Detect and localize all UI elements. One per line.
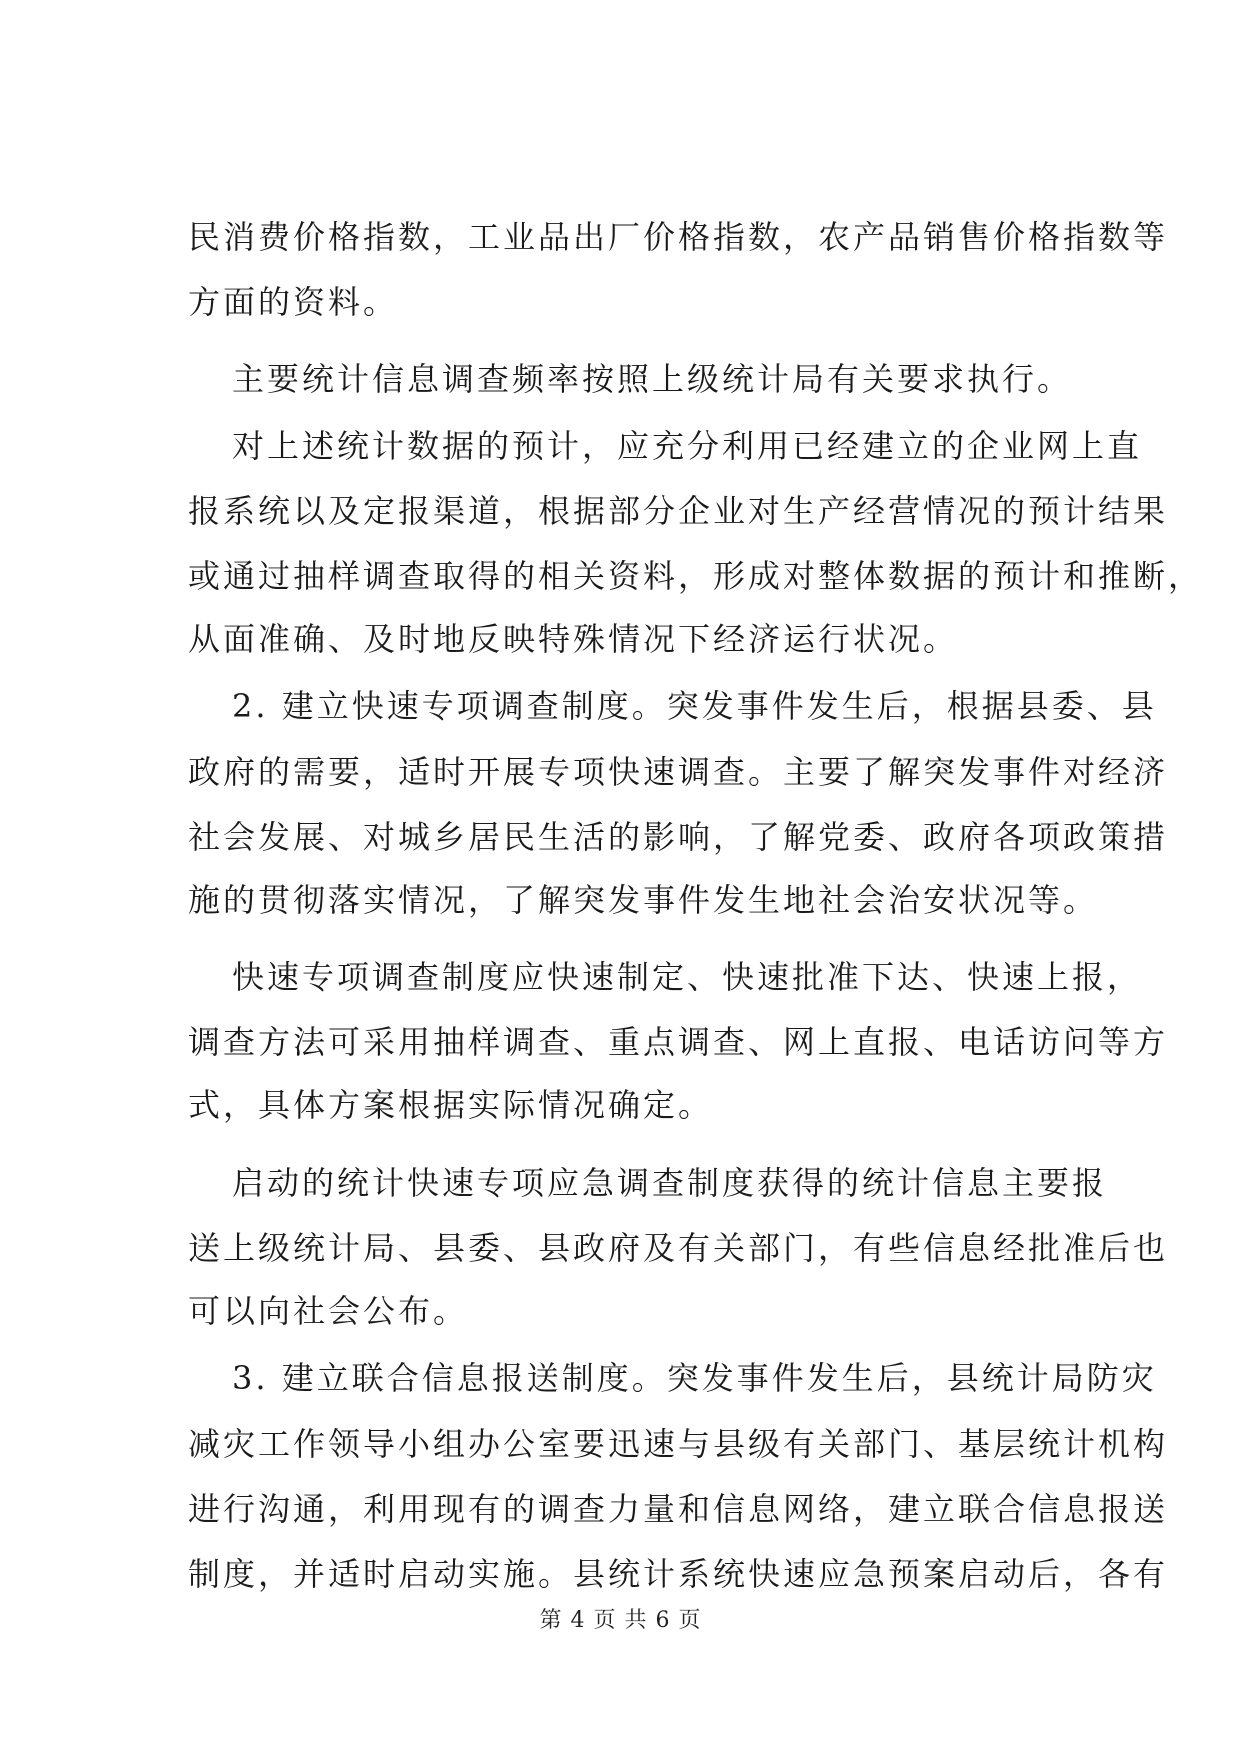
text-line: 制度，并适时启动实施。县统计系统快速应急预案启动后，各有 xyxy=(188,1555,1169,1593)
text-line: 对上述统计数据的预计，应充分利用已经建立的企业网上直 xyxy=(232,427,1143,465)
text-line: 政府的需要，适时开展专项快速调查。主要了解突发事件对经济 xyxy=(188,753,1169,791)
text-line: 从面准确、及时地反映特殊情况下经济运行状况。 xyxy=(188,620,959,658)
text-line: 式，具体方案根据实际情况确定。 xyxy=(188,1086,714,1124)
text-line: 主要统计信息调查频率按照上级统计局有关要求执行。 xyxy=(232,360,1073,398)
text-line: 2. 建立快速专项调查制度。突发事件发生后，根据县委、县 xyxy=(232,687,1157,725)
text-line: 送上级统计局、县委、县政府及有关部门，有些信息经批准后也 xyxy=(188,1229,1169,1267)
text-line: 进行沟通，利用现有的调查力量和信息网络，建立联合信息报送 xyxy=(188,1490,1169,1528)
text-line: 民消费价格指数，工业品出厂价格指数，农产品销售价格指数等 xyxy=(188,218,1169,256)
text-line: 方面的资料。 xyxy=(188,283,399,321)
text-line: 3. 建立联合信息报送制度。突发事件发生后，县统计局防灾 xyxy=(232,1359,1157,1397)
page-number-footer: 第 4 页 共 6 页 xyxy=(539,1608,702,1633)
text-line: 减灾工作领导小组办公室要迅速与县级有关部门、基层统计机构 xyxy=(188,1425,1169,1463)
text-line: 可以向社会公布。 xyxy=(188,1292,469,1330)
text-line: 施的贯彻落实情况，了解突发事件发生地社会治安状况等。 xyxy=(188,881,1099,919)
text-line: 调查方法可采用抽样调查、重点调查、网上直报、电话访问等方 xyxy=(188,1023,1169,1061)
text-line: 社会发展、对城乡居民生活的影响，了解党委、政府各项政策措 xyxy=(188,818,1169,856)
text-line: 或通过抽样调查取得的相关资料，形成对整体数据的预计和推断， xyxy=(188,557,1204,595)
text-line: 启动的统计快速专项应急调查制度获得的统计信息主要报 xyxy=(232,1164,1108,1202)
text-line: 快速专项调查制度应快速制定、快速批准下达、快速上报， xyxy=(232,958,1143,996)
text-line: 报系统以及定报渠道，根据部分企业对生产经营情况的预计结果 xyxy=(188,492,1169,530)
